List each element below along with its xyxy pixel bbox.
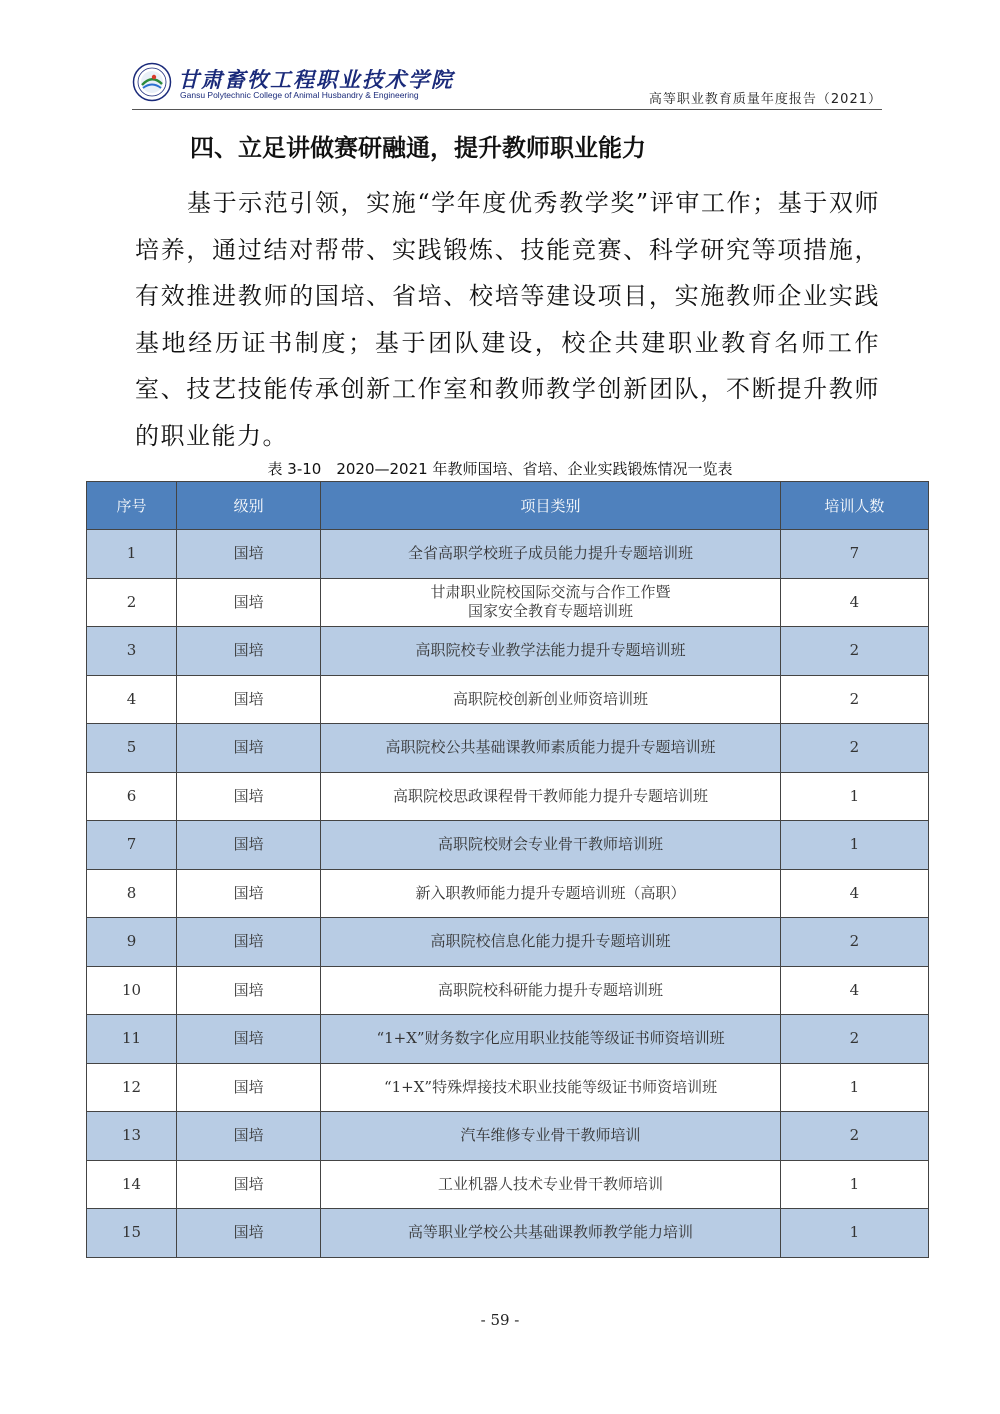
training-table — [86, 481, 929, 1258]
cell-project — [321, 724, 781, 773]
cell-project-line: 高职院校公共基础课教师素质能力提升专题培训班 — [385, 738, 716, 757]
cell-number: 10 — [87, 966, 177, 1015]
cell-project-line: 汽车维修专业骨干教师培训 — [460, 1126, 641, 1145]
table-row — [87, 772, 929, 821]
cell-number: 6 — [87, 772, 177, 821]
cell-count: 7 — [780, 530, 928, 579]
table-row — [87, 1112, 929, 1161]
cell-number: 2 — [87, 578, 177, 627]
cell-count: 1 — [780, 1063, 928, 1112]
cell-count: 2 — [780, 627, 928, 676]
cell-project — [321, 675, 781, 724]
table-row — [87, 627, 929, 676]
table-row — [87, 675, 929, 724]
school-emblem-icon — [132, 62, 172, 102]
table-row — [87, 918, 929, 967]
cell-level: 国培 — [177, 1063, 321, 1112]
cell-project-line: 高职院校创新创业师资培训班 — [453, 689, 649, 708]
cell-project — [321, 772, 781, 821]
cell-level: 国培 — [177, 772, 321, 821]
cell-project-line: 高职院校财会专业骨干教师培训班 — [438, 835, 664, 854]
header-cell-level: 级别 — [177, 482, 321, 530]
table-row — [87, 530, 929, 579]
cell-count: 4 — [780, 869, 928, 918]
cell-project — [321, 1160, 781, 1209]
cell-project — [321, 1015, 781, 1064]
cell-number: 15 — [87, 1209, 177, 1258]
cell-level: 国培 — [177, 1015, 321, 1064]
table-row — [87, 1160, 929, 1209]
cell-level: 国培 — [177, 966, 321, 1015]
cell-project-line: 高职院校信息化能力提升专题培训班 — [430, 932, 671, 951]
table-header-row — [87, 482, 929, 530]
cell-number: 5 — [87, 724, 177, 773]
school-name-english: Gansu Polytechnic College of Animal Husbandry & Engineering — [180, 90, 419, 100]
cell-level: 国培 — [177, 578, 321, 627]
header-divider — [132, 109, 882, 110]
table-row — [87, 869, 929, 918]
cell-count: 2 — [780, 1112, 928, 1161]
cell-level: 国培 — [177, 530, 321, 579]
cell-level: 国培 — [177, 627, 321, 676]
cell-level: 国培 — [177, 918, 321, 967]
header-cell-project: 项目类别 — [321, 482, 781, 530]
school-name: 甘肃畜牧工程职业技术学院 — [178, 67, 454, 92]
cell-project — [321, 530, 781, 579]
cell-project-line: 新入职教师能力提升专题培训班（高职） — [415, 883, 686, 902]
cell-count: 4 — [780, 966, 928, 1015]
cell-project — [321, 966, 781, 1015]
page-header — [132, 58, 882, 110]
cell-project-line: 高职院校专业教学法能力提升专题培训班 — [415, 641, 686, 660]
cell-level: 国培 — [177, 821, 321, 870]
cell-project — [321, 1112, 781, 1161]
cell-level: 国培 — [177, 1209, 321, 1258]
cell-number: 11 — [87, 1015, 177, 1064]
cell-project-line: 全省高职学校班子成员能力提升专题培训班 — [408, 544, 694, 563]
report-title: 高等职业教育质量年度报告（2021） — [648, 92, 882, 107]
cell-project-line: 工业机器人技术专业骨干教师培训 — [438, 1174, 664, 1193]
cell-count: 1 — [780, 821, 928, 870]
cell-number: 8 — [87, 869, 177, 918]
cell-count: 2 — [780, 724, 928, 773]
cell-project-line: “1+X”特殊焊接技术职业技能等级证书师资培训班 — [383, 1077, 718, 1096]
table-row — [87, 724, 929, 773]
cell-level: 国培 — [177, 1112, 321, 1161]
cell-count: 2 — [780, 675, 928, 724]
cell-number: 12 — [87, 1063, 177, 1112]
cell-project-line: 高职院校思政课程骨干教师能力提升专题培训班 — [393, 786, 709, 805]
cell-level: 国培 — [177, 869, 321, 918]
cell-count: 4 — [780, 578, 928, 627]
cell-number: 1 — [87, 530, 177, 579]
cell-project — [321, 821, 781, 870]
cell-number: 4 — [87, 675, 177, 724]
cell-level: 国培 — [177, 724, 321, 773]
cell-number: 13 — [87, 1112, 177, 1161]
cell-count: 1 — [780, 1209, 928, 1258]
body-paragraph: 基于示范引领，实施“学年度优秀教学奖”评审工作；基于双师培养，通过结对帮带、实践锻炼、技能竞赛、科学研究等项措施，有效推进教师的国培、省培、校培等建设项目，实施教师企业实践基地经历证书制度；基于团队建设，校企共建职业教育名师工作室、技艺技能传承创新工作室和教师教学创新团队，不断提升教师的职业能力。 — [135, 189, 880, 450]
cell-count: 2 — [780, 918, 928, 967]
cell-number: 9 — [87, 918, 177, 967]
cell-project-line: “1+X”财务数字化应用职业技能等级证书师资培训班 — [376, 1029, 725, 1048]
table-row — [87, 821, 929, 870]
cell-project — [321, 918, 781, 967]
table-row — [87, 1209, 929, 1258]
table-header — [87, 482, 929, 530]
cell-count: 2 — [780, 1015, 928, 1064]
table-row — [87, 578, 929, 627]
cell-level: 国培 — [177, 675, 321, 724]
cell-level: 国培 — [177, 1160, 321, 1209]
page-number: - 59 - — [480, 1311, 520, 1329]
table-caption: 表 3-10 2020—2021 年教师国培、省培、企业实践锻炼情况一览表 — [267, 460, 733, 478]
cell-project-line: 甘肃职业院校国际交流与合作工作暨 — [430, 583, 671, 602]
table-body — [87, 530, 929, 1258]
table-row — [87, 966, 929, 1015]
cell-project — [321, 1209, 781, 1258]
cell-number: 3 — [87, 627, 177, 676]
cell-project — [321, 1063, 781, 1112]
table-row — [87, 1015, 929, 1064]
cell-project — [321, 578, 781, 627]
section-heading: 四、立足讲做赛研融通，提升教师职业能力 — [190, 134, 646, 162]
cell-count: 1 — [780, 772, 928, 821]
cell-project — [321, 869, 781, 918]
table-row — [87, 1063, 929, 1112]
training-table-grid — [86, 481, 929, 1258]
header-cell-count: 培训人数 — [780, 482, 928, 530]
cell-project-line: 国家安全教育专题培训班 — [468, 602, 634, 621]
cell-number: 7 — [87, 821, 177, 870]
cell-project — [321, 627, 781, 676]
header-cell-number: 序号 — [87, 482, 177, 530]
cell-project-line: 高职院校科研能力提升专题培训班 — [438, 980, 664, 999]
cell-project-line: 高等职业学校公共基础课教师教学能力培训 — [408, 1223, 694, 1242]
cell-count: 1 — [780, 1160, 928, 1209]
cell-number: 14 — [87, 1160, 177, 1209]
